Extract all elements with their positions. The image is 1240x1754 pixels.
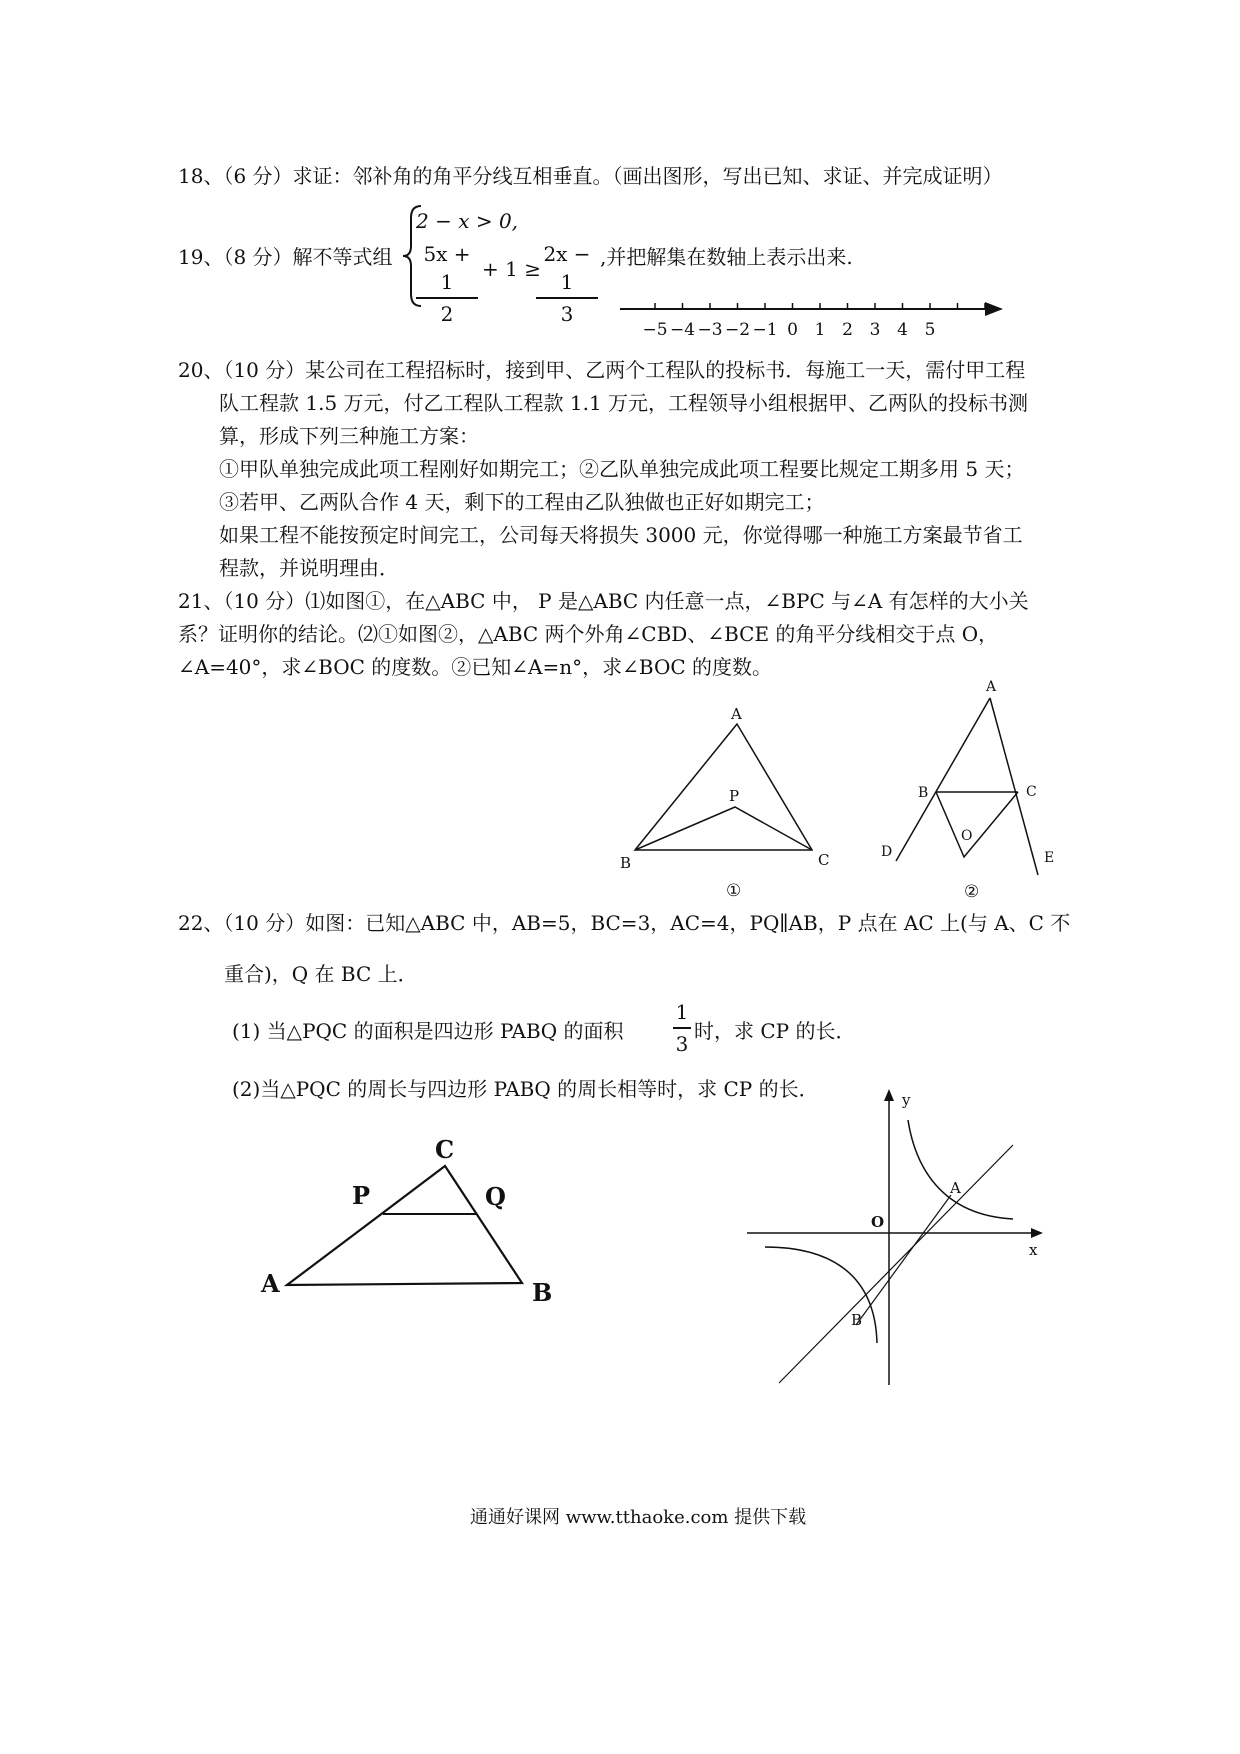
question-20-line-1 — [178, 357, 1025, 383]
q22-fig-label-c: C — [435, 1135, 455, 1164]
coordinate-graph-hyperbola — [745, 1085, 1050, 1395]
y-axis-arrow-icon — [884, 1089, 894, 1101]
q22-triangle-figure — [255, 1135, 575, 1315]
fig1-caption: ① — [726, 881, 742, 901]
fig2-label-c: C — [1026, 784, 1037, 800]
q20-line-7: 程款，并说明理由． — [219, 556, 399, 580]
q22-fig-label-q: Q — [485, 1182, 506, 1211]
q20-line-6: 如果工程不能按预定时间完工，公司每天将损失 3000 元，你觉得哪一种施工方案最节省工 — [219, 523, 1023, 547]
q22-part1-text: (1) 当△PQC 的面积是四边形 PABQ 的面积 — [232, 1019, 624, 1043]
fig2-caption: ② — [964, 882, 980, 902]
q19-frac1-bar — [416, 297, 478, 299]
q19-fraction-2 — [536, 240, 598, 328]
number-line-label: −4 — [669, 320, 696, 340]
q19-frac1-numerator: 5x + 1 — [423, 242, 471, 294]
graph-label-y: y — [902, 1091, 911, 1109]
number-line-arrow-icon — [985, 302, 1003, 316]
q20-line-4: ①甲队单独完成此项工程刚好如期完工；②乙队单独完成此项工程要比规定工期多用 5 天； — [219, 457, 1025, 481]
q21-line-2: 系？证明你的结论。⑵①如图②，△ABC 两个外角∠CBD、∠BCE 的角平分线相交于点 O， — [178, 622, 999, 646]
figure-2-exterior-angle-bisectors — [870, 675, 1070, 910]
figure-1-triangle-with-point-p — [615, 700, 845, 910]
q22-line-1: 如图：已知△ABC 中，AB=5，BC=3，AC=4，PQ∥AB，P 点在 AC 上(与 A、C 不 — [305, 911, 1071, 935]
fig2-label-b: B — [918, 785, 929, 801]
number-line-label: −5 — [642, 320, 668, 340]
q22-fig-label-p: P — [352, 1181, 371, 1210]
q22-frac-denominator: 3 — [675, 1031, 689, 1056]
q22-frac-numerator: 1 — [675, 1000, 689, 1024]
q22-frac-bar — [673, 1027, 691, 1029]
number-line-label: 2 — [842, 320, 853, 340]
number-line-label: −3 — [697, 320, 723, 340]
q20-score: （10 分） — [223, 358, 306, 382]
q20-line-2: 队工程款 1.5 万元，付乙工程队工程款 1.1 万元，工程领导小组根据甲、乙两队的投标书测 — [219, 391, 1029, 415]
q22-part-1 — [232, 1018, 623, 1044]
page-footer: 通通好课网 www.tthaoke.com 提供下载 — [470, 1507, 807, 1528]
q19-number: 19、 — [178, 245, 224, 269]
fig2-label-a: A — [986, 679, 997, 695]
fig1-label-b: B — [620, 854, 632, 872]
q20-line-3: 算，形成下列三种施工方案： — [219, 424, 479, 448]
number-line-label: 3 — [869, 320, 881, 340]
fig2-label-e: E — [1044, 850, 1055, 866]
q20-line-5: ③若甲、乙两队合作 4 天，剩下的工程由乙队独做也正好如期完工； — [219, 490, 825, 514]
q22-number: 22、 — [178, 911, 224, 935]
number-line-label: −1 — [752, 320, 778, 340]
q19-mid: + 1 ≥ — [482, 257, 541, 281]
q18-number: 18、 — [178, 164, 224, 188]
q22-fig-label-a: A — [261, 1269, 280, 1298]
number-line-label: −2 — [724, 320, 751, 340]
q19-frac2-bar — [536, 297, 598, 299]
q19-tail-comma: , — [600, 245, 607, 269]
fig2-label-o: O — [961, 828, 973, 844]
q18-score: （6 分） — [223, 164, 293, 188]
x-axis-arrow-icon — [1031, 1228, 1043, 1238]
number-line-label: 1 — [814, 320, 826, 340]
q19-inequality-1: 2 − x > 0, — [416, 209, 519, 233]
q19-tail — [600, 244, 853, 270]
q21-number: 21、 — [178, 589, 224, 613]
number-line-label: 5 — [924, 320, 936, 340]
question-22-line-1 — [178, 910, 1070, 936]
q19-lead: 解不等式组 — [292, 245, 393, 269]
q22-part-1-tail: 时，求 CP 的长． — [694, 1019, 856, 1043]
q19-frac2-denominator: 3 — [560, 301, 574, 326]
q19-frac1-denominator: 2 — [440, 301, 454, 326]
graph-label-x: x — [1029, 1241, 1038, 1259]
fig1-label-p: P — [729, 787, 740, 805]
q21-score: （10 分） — [223, 589, 306, 613]
fig1-label-a: A — [731, 705, 742, 723]
q19-tail-text: 并把解集在数轴上表示出来. — [606, 245, 853, 269]
question-21-line-1 — [178, 588, 1029, 614]
q22-part1-fraction — [673, 998, 691, 1058]
graph-label-a: A — [950, 1179, 961, 1197]
q18-text: 求证：邻补角的角平分线互相垂直。（画出图形，写出已知、求证、并完成证明） — [292, 164, 1003, 188]
number-line-label: 4 — [897, 320, 908, 340]
q22-fig-label-b: B — [532, 1278, 553, 1307]
question-18 — [178, 163, 1003, 189]
q19-fraction-1 — [416, 240, 478, 328]
question-19-lead — [178, 244, 393, 270]
q19-frac2-numerator: 2x − 1 — [543, 242, 591, 294]
number-line — [615, 296, 1010, 346]
number-line-label: 0 — [787, 320, 798, 340]
q20-line-1: 某公司在工程招标时，接到甲、乙两个工程队的投标书．每施工一天，需付甲工程 — [305, 358, 1026, 382]
q21-line-1: ⑴如图①，在△ABC 中， P 是△ABC 内任意一点，∠BPC 与∠A 有怎样的大小关 — [305, 589, 1029, 613]
graph-label-o: O — [871, 1213, 885, 1231]
q21-line-3: ∠A=40°，求∠BOC 的度数。②已知∠A=n°，求∠BOC 的度数。 — [178, 655, 773, 679]
q22-line-2: 重合)，Q 在 BC 上． — [224, 962, 418, 986]
q19-score: （8 分） — [223, 245, 293, 269]
q20-number: 20、 — [178, 358, 224, 382]
q22-score: （10 分） — [223, 911, 306, 935]
fig2-label-d: D — [881, 844, 893, 860]
fig1-label-c: C — [818, 851, 830, 869]
graph-label-b: B — [851, 1311, 863, 1329]
q22-part-2: (2)当△PQC 的周长与四边形 PABQ 的周长相等时，求 CP 的长． — [232, 1077, 819, 1101]
